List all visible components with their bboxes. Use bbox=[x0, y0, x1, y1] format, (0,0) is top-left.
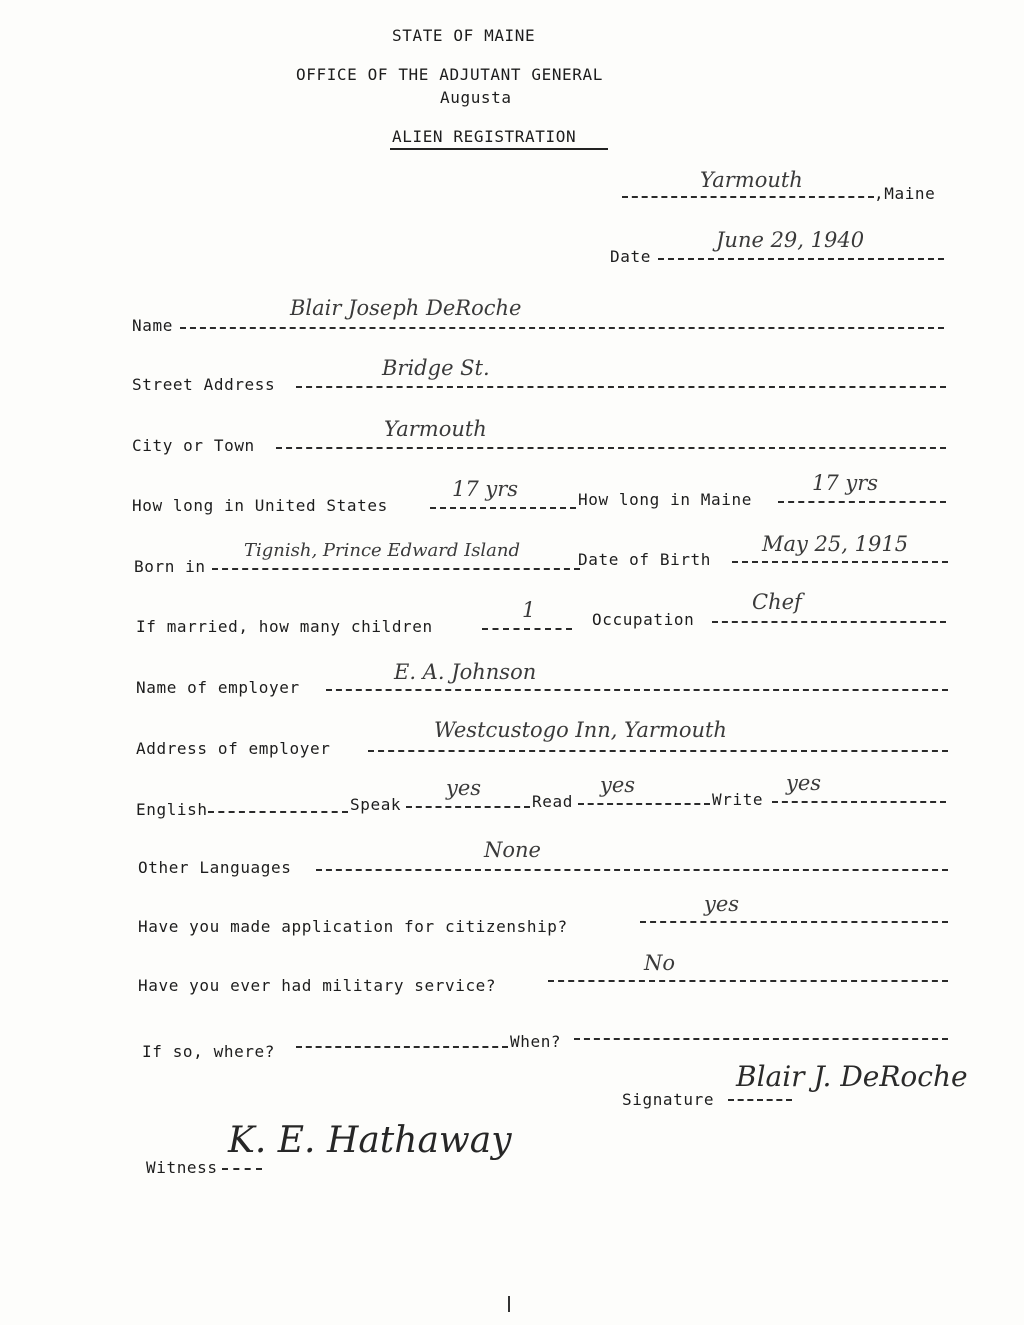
title-underline bbox=[390, 148, 608, 150]
occupation-line bbox=[712, 621, 946, 623]
date-value: June 29, 1940 bbox=[716, 228, 865, 252]
read-value: yes bbox=[600, 773, 636, 797]
witness-value: K. E. Hathaway bbox=[228, 1120, 512, 1161]
children-label: If married, how many children bbox=[136, 617, 433, 636]
employer-address-value: Westcustogo Inn, Yarmouth bbox=[434, 718, 727, 742]
citizenship-value: yes bbox=[704, 892, 740, 916]
english-line bbox=[208, 811, 348, 813]
born-label: Born in bbox=[134, 557, 206, 576]
maine-label: How long in Maine bbox=[578, 490, 752, 509]
maine-value: 17 yrs bbox=[812, 471, 879, 495]
read-label: Read bbox=[532, 792, 573, 811]
children-value: 1 bbox=[522, 598, 536, 622]
born-value: Tignish, Prince Edward Island bbox=[244, 540, 521, 561]
where-label: If so, where? bbox=[142, 1042, 276, 1061]
other-languages-value: None bbox=[484, 838, 541, 862]
citizenship-label: Have you made application for citizenship? bbox=[138, 917, 568, 936]
us-line bbox=[430, 507, 576, 509]
street-value: Bridge St. bbox=[382, 356, 490, 380]
when-label: When? bbox=[510, 1032, 562, 1051]
name-line bbox=[180, 327, 944, 329]
where-line bbox=[296, 1046, 508, 1048]
signature-value: Blair J. DeRoche bbox=[736, 1060, 968, 1093]
write-value: yes bbox=[786, 771, 822, 795]
military-line bbox=[548, 980, 948, 982]
street-label: Street Address bbox=[132, 375, 276, 394]
dob-value: May 25, 1915 bbox=[762, 532, 909, 556]
city-line bbox=[276, 447, 946, 449]
city-heading: Augusta bbox=[440, 88, 512, 107]
occupation-value: Chef bbox=[752, 590, 802, 614]
dob-line bbox=[732, 561, 948, 563]
state-heading: STATE OF MAINE bbox=[392, 26, 536, 45]
speak-line bbox=[406, 806, 530, 808]
employer-address-label: Address of employer bbox=[136, 739, 331, 758]
office-heading: OFFICE OF THE ADJUTANT GENERAL bbox=[296, 65, 603, 84]
town-suffix: ,Maine bbox=[874, 184, 936, 203]
name-label: Name bbox=[132, 316, 173, 335]
military-value: No bbox=[644, 951, 676, 975]
children-line bbox=[482, 628, 572, 630]
signature-line bbox=[728, 1099, 792, 1101]
town-value: Yarmouth bbox=[700, 168, 803, 192]
born-line bbox=[212, 568, 580, 570]
date-line bbox=[658, 258, 944, 260]
maine-line bbox=[778, 501, 946, 503]
town-line bbox=[622, 196, 874, 198]
speak-value: yes bbox=[446, 776, 482, 800]
employer-line bbox=[326, 689, 948, 691]
speak-label: Speak bbox=[350, 795, 402, 814]
date-label: Date bbox=[610, 247, 651, 266]
city-label: City or Town bbox=[132, 436, 255, 455]
witness-line bbox=[222, 1168, 262, 1170]
english-label: English bbox=[136, 800, 208, 819]
other-languages-line bbox=[316, 869, 948, 871]
us-label: How long in United States bbox=[132, 496, 388, 515]
dob-label: Date of Birth bbox=[578, 550, 712, 569]
city-value: Yarmouth bbox=[384, 417, 487, 441]
witness-label: Witness bbox=[146, 1158, 218, 1177]
employer-value: E. A. Johnson bbox=[394, 660, 537, 684]
name-value: Blair Joseph DeRoche bbox=[290, 296, 522, 320]
citizenship-line bbox=[640, 921, 948, 923]
read-line bbox=[578, 803, 710, 805]
other-languages-label: Other Languages bbox=[138, 858, 292, 877]
military-label: Have you ever had military service? bbox=[138, 976, 497, 995]
when-line bbox=[574, 1038, 948, 1040]
occupation-label: Occupation bbox=[592, 610, 695, 629]
write-line bbox=[772, 801, 946, 803]
employer-label: Name of employer bbox=[136, 678, 300, 697]
us-value: 17 yrs bbox=[452, 477, 519, 501]
write-label: Write bbox=[712, 790, 764, 809]
employer-address-line bbox=[368, 750, 948, 752]
page-mark bbox=[508, 1296, 510, 1312]
form-title: ALIEN REGISTRATION bbox=[392, 127, 577, 146]
street-line bbox=[296, 386, 946, 388]
signature-label: Signature bbox=[622, 1090, 715, 1109]
